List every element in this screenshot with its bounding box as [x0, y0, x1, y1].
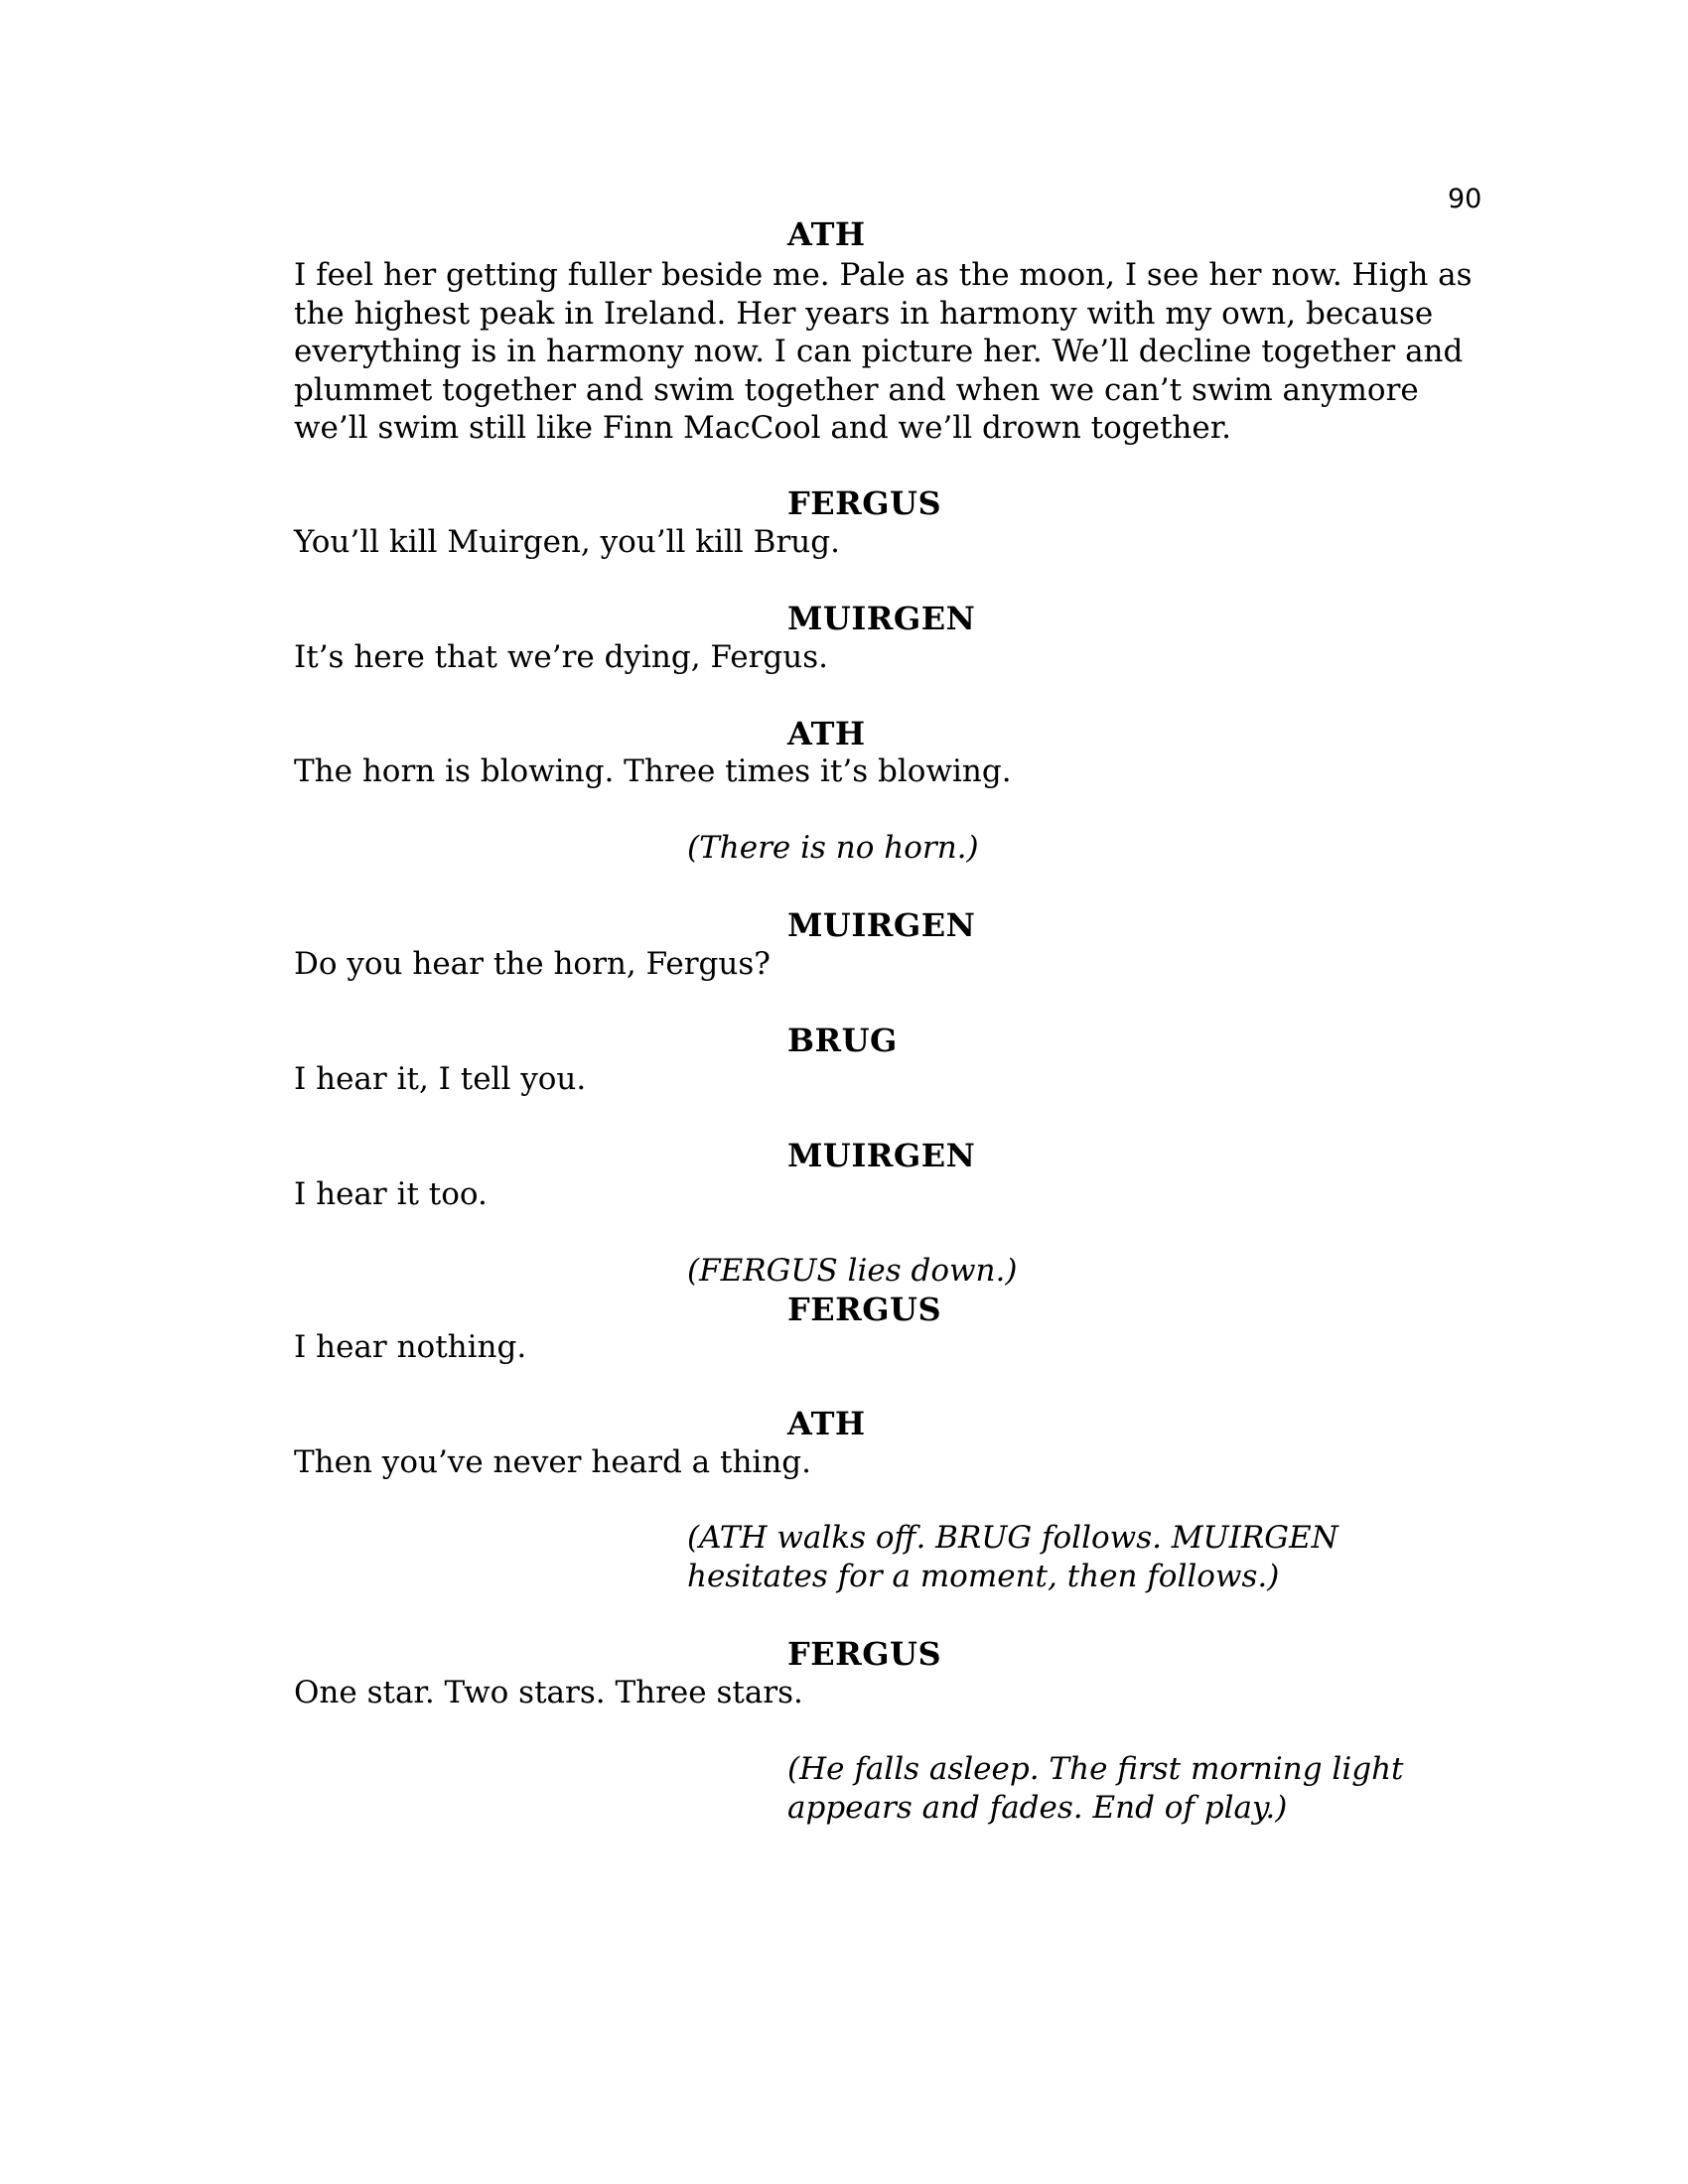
speaker-name: ATH: [787, 215, 866, 253]
dialogue-line: The horn is blowing. Three times it’s blowing.: [294, 753, 1012, 789]
stage-direction: (ATH walks off. BRUG follows. MUIRGEN hesitates for a moment, then follows.): [687, 1520, 1338, 1594]
dialogue-line: I hear it too.: [294, 1176, 488, 1212]
speaker-name: ATH: [787, 1405, 866, 1442]
speaker-name: MUIRGEN: [787, 906, 976, 944]
dialogue-line: I hear it, I tell you.: [294, 1061, 587, 1097]
stage-direction: (He falls asleep. The first morning light appears and fades. End of play.): [787, 1751, 1404, 1826]
dialogue-line: One star. Two stars. Three stars.: [294, 1675, 803, 1710]
speaker-name: MUIRGEN: [787, 600, 976, 637]
dialogue-line: It’s here that we’re dying, Fergus.: [294, 639, 828, 675]
dialogue-line: Do you hear the horn, Fergus?: [294, 946, 771, 982]
speaker-name: BRUG: [787, 1022, 898, 1059]
dialogue-line: Then you’ve never heard a thing.: [294, 1444, 812, 1480]
speaker-name: FERGUS: [787, 1635, 942, 1673]
speaker-name: FERGUS: [787, 484, 942, 522]
speaker-name: FERGUS: [787, 1291, 942, 1328]
dialogue-line: I feel her getting fuller beside me. Pale as the moon, I see her now. High as the highest peak in Ireland. Her years in harmony with my own, because everything is in harmony now. I can picture her. We’ll decline together and plummet together and swim together and when we can’t swim anymore we’ll swim still like Finn MacCool and we’ll drown together.: [294, 257, 1473, 446]
page-number: 90: [1448, 184, 1482, 214]
stage-direction: (FERGUS lies down.): [687, 1253, 1018, 1289]
dialogue-line: I hear nothing.: [294, 1329, 527, 1365]
speaker-name: ATH: [787, 715, 866, 752]
speaker-name: MUIRGEN: [787, 1137, 976, 1174]
dialogue-line: You’ll kill Muirgen, you’ll kill Brug.: [294, 524, 840, 560]
stage-direction: (There is no horn.): [687, 830, 979, 866]
